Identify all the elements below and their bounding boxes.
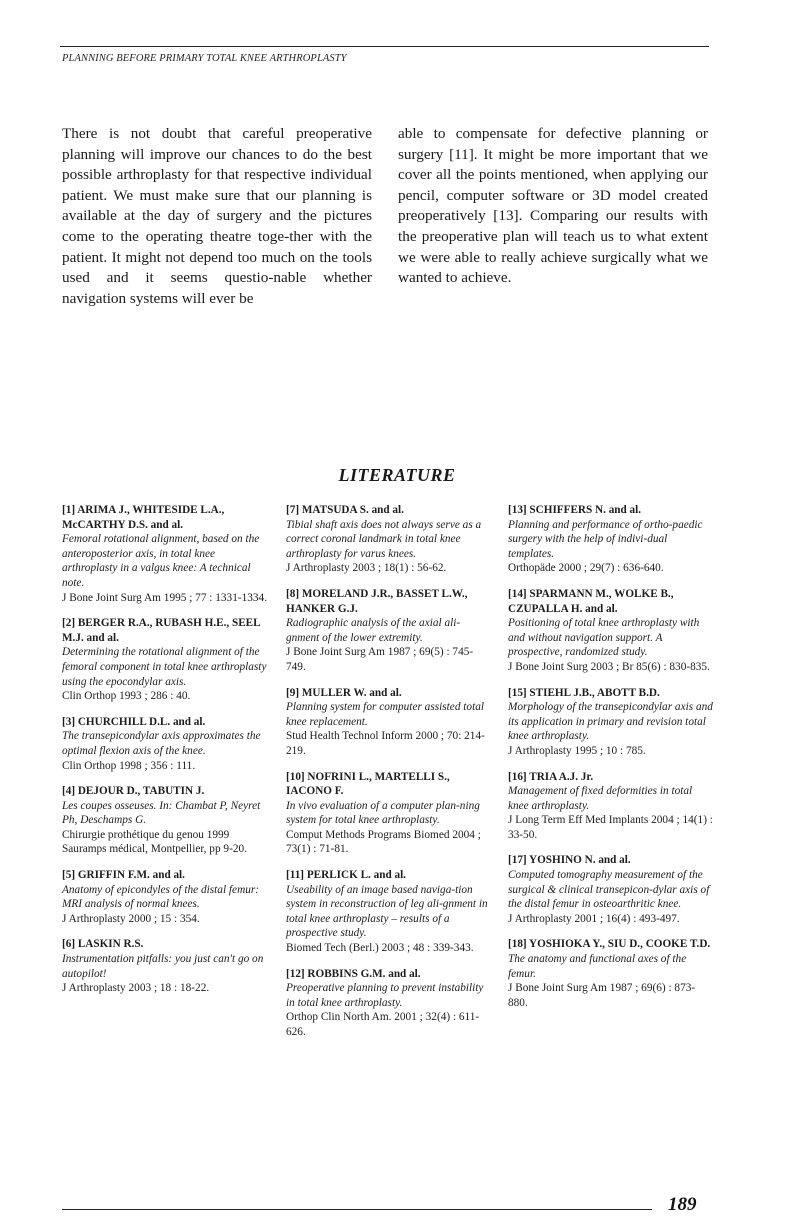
body-column-left: There is not doubt that careful preoperative planning will improve our chances to do the best possible arthroplasty for that respective individual patient. We must make sure that our planning is available at the day of surgery and the pictures come to the operating theatre toge-ther with the patient. It might not depend too much on the tools used and it seems questio-nable whether navigation systems will ever be (62, 125, 372, 307)
reference-source: J Arthroplasty 1995 ; 10 : 785. (508, 744, 646, 757)
reference-title: Determining the rotational alignment of the femoral component in total knee arthroplasty using the epocondylar axis. (62, 646, 267, 688)
reference-item (286, 770, 492, 858)
reference-title: Management of fixed deformities in total knee arthroplasty. (508, 785, 693, 812)
reference-source: Clin Orthop 1993 ; 286 : 40. (62, 690, 191, 703)
reference-item (286, 868, 492, 956)
reference-authors: [3] CHURCHILL D.L. and al. (62, 715, 206, 728)
reference-authors: [18] YOSHIOKA Y., SIU D., COOKE T.D. (508, 938, 711, 951)
reference-authors: [14] SPARMANN M., WOLKE B., CZUPALLA H. and al. (508, 587, 674, 615)
reference-authors: [5] GRIFFIN F.M. and al. (62, 869, 185, 882)
reference-authors: [1] ARIMA J., WHITESIDE L.A., McCARTHY D.S. and al. (62, 504, 225, 531)
reference-source: Chirurgie prothétique du genou 1999 Sauramps médical, Montpellier, pp 9-20. (62, 828, 247, 856)
running-head: PLANNING BEFORE PRIMARY TOTAL KNEE ARTHROPLASTY (62, 53, 347, 64)
reference-title: In vivo evaluation of a computer plan-ning system for total knee arthroplasty. (286, 799, 480, 827)
reference-authors: [4] DEJOUR D., TABUTIN J. (62, 785, 205, 798)
reference-source: J Arthroplasty 2000 ; 15 : 354. (62, 912, 200, 925)
reference-source: Clin Orthop 1998 ; 356 : 111. (62, 759, 196, 772)
reference-title: The anatomy and functional axes of the femur. (508, 953, 687, 980)
reference-item (508, 937, 714, 1010)
reference-authors: [17] YOSHINO N. and al. (508, 854, 631, 867)
reference-title: Planning system for computer assisted total knee replacement. (286, 701, 484, 728)
reference-item (62, 784, 268, 857)
reference-authors: [2] BERGER R.A., RUBASH H.E., SEEL M.J. and al. (62, 617, 260, 644)
reference-authors: [8] MORELAND J.R., BASSET L.W., HANKER G.J. (286, 587, 468, 615)
reference-source: J Bone Joint Surg Am 1995 ; 77 : 1331-1334. (62, 591, 268, 604)
reference-item (62, 715, 268, 773)
reference-source: Orthop Clin North Am. 2001 ; 32(4) : 611-626. (286, 1011, 480, 1038)
reference-item (62, 937, 268, 995)
reference-item (508, 503, 714, 576)
reference-title: Positioning of total knee arthroplasty with and without navigation support. A prospective, randomized study. (508, 617, 700, 659)
reference-item (286, 967, 492, 1040)
reference-column-1 (62, 503, 268, 1007)
reference-source: Orthopäde 2000 ; 29(7) : 636-640. (508, 562, 664, 575)
reference-title: The transepicondylar axis approximates the optimal flexion axis of the knee. (62, 730, 261, 757)
reference-source: J Arthroplasty 2003 ; 18 : 18-22. (62, 982, 210, 995)
reference-item (62, 868, 268, 926)
reference-source: J Bone Joint Surg Am 1987 ; 69(6) : 873-880. (508, 982, 696, 1009)
reference-title: Useability of an image based naviga-tion system in reconstruction of leg ali-gnment in total knee arthroplasty – results of a prospective study. (286, 883, 488, 940)
reference-item (286, 503, 492, 576)
reference-title: Anatomy of epicondyles of the distal femur: MRI analysis of normal knees. (62, 883, 260, 911)
reference-column-2 (286, 503, 492, 1051)
reference-source: J Arthroplasty 2001 ; 16(4) : 493-497. (508, 912, 680, 925)
reference-title: Morphology of the transepicondylar axis and its application in primary and revision total knee arthroplasty. (508, 701, 713, 743)
reference-title: Planning and performance of ortho-paedic surgery with the help of indivi-dual templates. (508, 518, 703, 560)
reference-source: J Long Term Eff Med Implants 2004 ; 14(1) : 33-50. (508, 814, 713, 841)
reference-authors: [6] LASKIN R.S. (62, 938, 144, 951)
reference-source: Biomed Tech (Berl.) 2003 ; 48 : 339-343. (286, 942, 474, 955)
page-number: 189 (668, 1194, 697, 1215)
reference-item (286, 686, 492, 759)
reference-authors: [12] ROBBINS G.M. and al. (286, 967, 421, 980)
reference-source: J Arthroplasty 2003 ; 18(1) : 56-62. (286, 562, 447, 575)
footer-rule (62, 1209, 652, 1210)
reference-item (62, 503, 268, 605)
reference-item (508, 686, 714, 759)
reference-source: Comput Methods Programs Biomed 2004 ; 73(1) : 71-81. (286, 828, 481, 856)
reference-item (286, 587, 492, 675)
reference-item (508, 587, 714, 675)
literature-heading: LITERATURE (338, 465, 456, 485)
reference-title: Computed tomography measurement of the surgical & clinical transepicon-dylar axis of the distal femur in osteoarthritic knee. (508, 869, 710, 911)
reference-title: Preoperative planning to prevent instability in total knee arthroplasty. (286, 982, 484, 1009)
reference-authors: [15] STIEHL J.B., ABOTT B.D. (508, 686, 660, 699)
reference-source: J Bone Joint Surg 2003 ; Br 85(6) : 830-835. (508, 660, 710, 673)
reference-title: Les coupes osseuses. In: Chambat P, Neyret Ph, Deschamps G. (62, 799, 261, 827)
reference-title: Instrumentation pitfalls: you just can't go on autopilot! (62, 953, 264, 980)
reference-title: Radiographic analysis of the axial ali-gnment of the lower extremity. (286, 617, 461, 644)
reference-source: J Bone Joint Surg Am 1987 ; 69(5) : 745-749. (286, 646, 474, 673)
body-column-right: able to compensate for defective planning or surgery [11]. It might be more important that we cover all the points mentioned, when applying our pencil, computer software or 3D model created preoperatively [13]. Comparing our results with the preoperative plan will teach us to what extent we were able to really achieve surgically what we wanted to achieve. (398, 125, 708, 287)
reference-item (62, 616, 268, 704)
reference-column-3 (508, 503, 714, 1021)
reference-authors: [10] NOFRINI L., MARTELLI S., IACONO F. (286, 770, 450, 798)
reference-item (508, 770, 714, 843)
reference-authors: [13] SCHIFFERS N. and al. (508, 504, 642, 516)
reference-authors: [9] MULLER W. and al. (286, 686, 402, 699)
reference-title: Tibial shaft axis does not always serve as a correct coronal landmark in total knee arthroplasty for varus knees. (286, 518, 482, 560)
reference-item (508, 853, 714, 926)
reference-authors: [7] MATSUDA S. and al. (286, 504, 404, 516)
reference-source: Stud Health Technol Inform 2000 ; 70: 214-219. (286, 730, 485, 757)
reference-authors: [16] TRIA A.J. Jr. (508, 770, 594, 783)
reference-authors: [11] PERLICK L. and al. (286, 869, 406, 882)
header-rule (60, 46, 709, 47)
reference-title: Femoral rotational alignment, based on the anteroposterior axis, in total knee arthroplasty in a valgus knee: A technical note. (62, 533, 260, 589)
